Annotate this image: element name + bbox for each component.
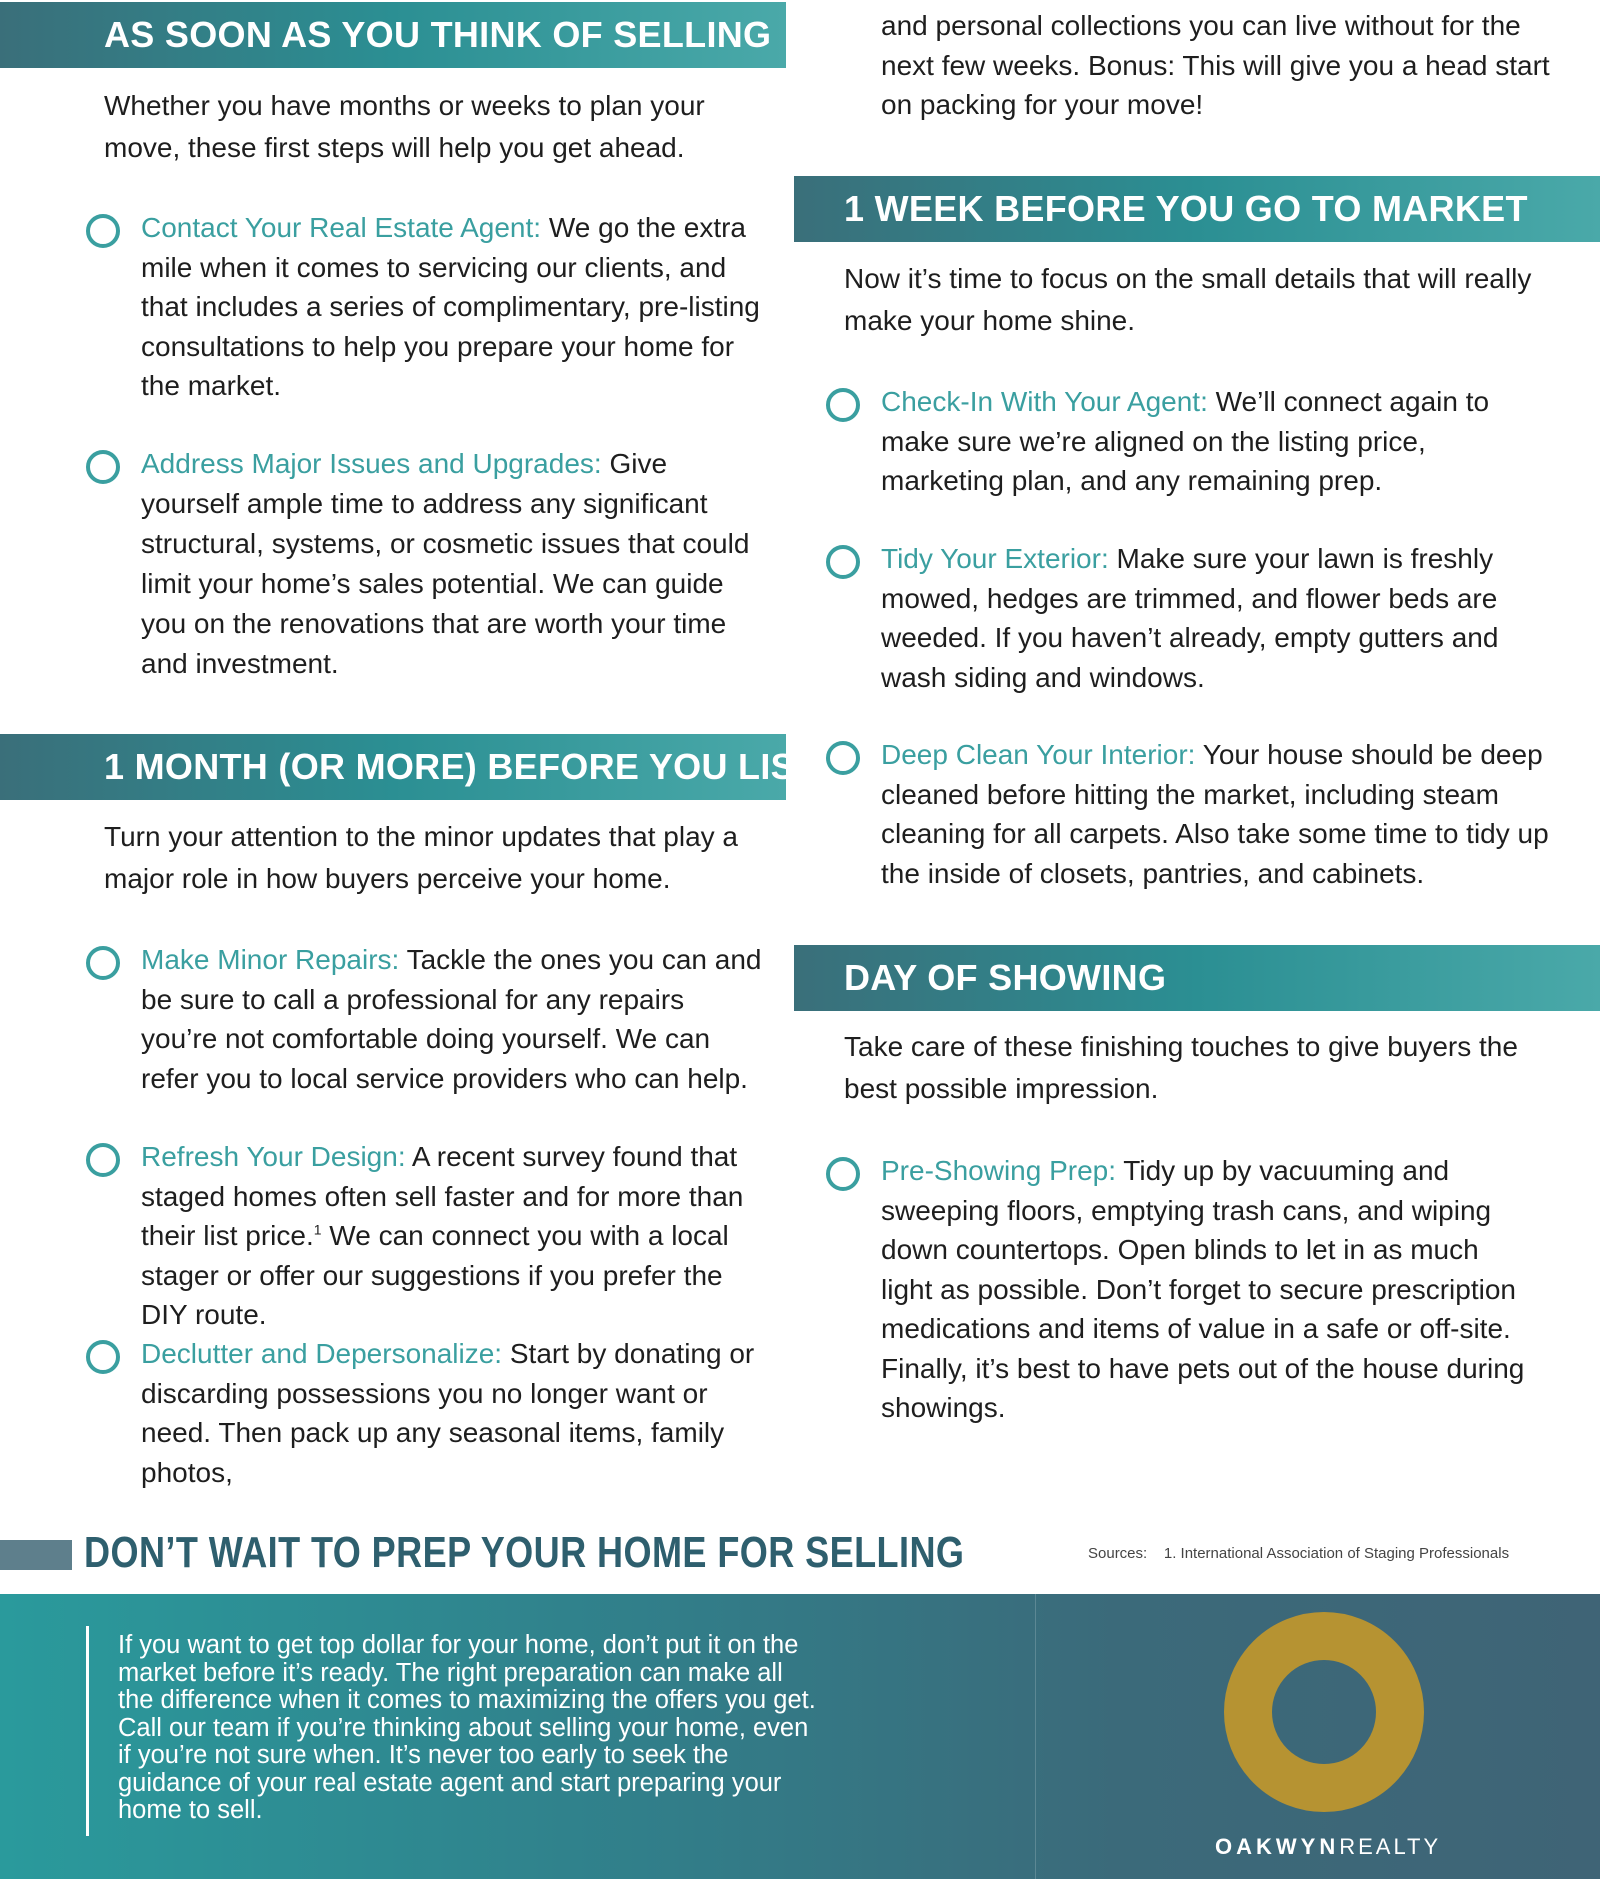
section-intro: Whether you have months or weeks to plan your move, these first steps will help you get ahead.	[104, 90, 705, 163]
section-title: 1 WEEK BEFORE YOU GO TO MARKET	[844, 188, 1528, 229]
item-text: A recent survey found that staged homes often sell faster and for more than their list price.	[141, 1141, 744, 1251]
footer-divider	[1035, 1594, 1036, 1879]
item-text: Your house should be deep cleaned before hitting the market, including steam cleaning for all carpets. Also take some time to tidy up the inside of closets, pantries, and cabinets.	[881, 739, 1549, 889]
item-heading: Deep Clean Your Interior:	[881, 739, 1196, 770]
item-heading: Make Minor Repairs:	[141, 944, 400, 975]
checklist-item	[141, 444, 766, 684]
checkbox-circle-icon[interactable]	[86, 214, 120, 248]
item-heading: Check-In With Your Agent:	[881, 386, 1208, 417]
checkbox-circle-icon[interactable]	[826, 741, 860, 775]
checkbox-circle-icon[interactable]	[826, 1157, 860, 1191]
footer-panel	[0, 1594, 1600, 1879]
section-title: DAY OF SHOWING	[844, 957, 1167, 998]
checklist-item	[141, 1137, 776, 1335]
checkbox-circle-icon[interactable]	[86, 1143, 120, 1177]
item-heading: Declutter and Depersonalize:	[141, 1338, 503, 1369]
brand-name: OAKWYN	[1215, 1834, 1340, 1859]
checklist-item	[141, 1334, 771, 1492]
checklist-item	[141, 940, 766, 1098]
item-text: Make sure your lawn is freshly mowed, hedges are trimmed, and flower beds are weeded. If you haven’t already, empty gutters and wash siding and windows.	[881, 543, 1499, 693]
checklist-item	[881, 735, 1561, 893]
section-banner-month	[0, 734, 818, 800]
item-text: Tackle the ones you can and be sure to call a professional for any repairs you’re not comfortable doing yourself. We can refer you to local service providers who can help.	[141, 944, 762, 1094]
item-text: Tidy up by vacuuming and sweeping floors, emptying trash cans, and wiping down countertops. Open blinds to let in as much light as possible. Don’t forget to secure prescription medications and items of value in a safe or off-site. Finally, it’s best to have pets out of the house during showings.	[881, 1155, 1525, 1423]
brand-wordmark	[1215, 1834, 1441, 1860]
item-text: We can connect you with a local stager or offer our suggestions if you prefer the DIY route.	[141, 1220, 729, 1330]
cta-accent-bar	[0, 1540, 72, 1570]
section-banner-showing	[794, 945, 1600, 1011]
section-intro: Now it’s time to focus on the small details that will really make your home shine.	[844, 263, 1532, 336]
section-title: AS SOON AS YOU THINK OF SELLING	[104, 14, 772, 55]
oakwyn-ring-logo-icon	[1224, 1612, 1424, 1812]
checkbox-circle-icon[interactable]	[86, 450, 120, 484]
checklist-item	[881, 539, 1511, 697]
continued-text: and personal collections you can live without for the next few weeks. Bonus: This will give you a head start on packing for your move!	[881, 10, 1550, 120]
checklist-item	[881, 1151, 1531, 1428]
item-text: Give yourself ample time to address any significant structural, systems, or cosmetic issues that could limit your home’s sales potential. We can guide you on the renovations that are worth your time and investment.	[141, 448, 750, 679]
item-text: We go the extra mile when it comes to servicing our clients, and that includes a series of complimentary, pre-listing consultations to help you prepare your home for the market.	[141, 212, 760, 401]
footer-message: If you want to get top dollar for your home, don’t put it on the market before it’s ready. The right preparation can make all the difference when it comes to maximizing the offers you get. Call our team if you’re thinking about selling your home, even if you’re not sure when. It’s never too early to seek the guidance of your real estate agent and start preparing your home to sell.	[118, 1631, 816, 1824]
section-banner-week	[794, 176, 1600, 242]
brand-suffix: REALTY	[1339, 1834, 1442, 1859]
sources-note: Sources: 1. International Association of Staging Professionals	[1088, 1545, 1510, 1562]
footnote-marker: 1	[313, 1221, 322, 1238]
quote-bar	[86, 1626, 89, 1836]
item-heading: Refresh Your Design:	[141, 1141, 406, 1172]
item-heading: Contact Your Real Estate Agent:	[141, 212, 542, 243]
checklist-item	[141, 208, 761, 406]
section-intro: Turn your attention to the minor updates that play a major role in how buyers perceive your home.	[104, 821, 739, 894]
item-heading: Address Major Issues and Upgrades:	[141, 448, 602, 479]
checkbox-circle-icon[interactable]	[86, 1340, 120, 1374]
checkbox-circle-icon[interactable]	[86, 946, 120, 980]
section-title: 1 MONTH (OR MORE) BEFORE YOU LIST	[104, 746, 818, 787]
checkbox-circle-icon[interactable]	[826, 388, 860, 422]
item-heading: Pre-Showing Prep:	[881, 1155, 1117, 1186]
section-banner-selling	[0, 2, 786, 68]
checkbox-circle-icon[interactable]	[826, 545, 860, 579]
item-text: We’ll connect again to make sure we’re aligned on the listing price, marketing plan, and any remaining prep.	[881, 386, 1490, 496]
cta-title: DON’T WAIT TO PREP YOUR HOME FOR SELLING	[84, 1528, 965, 1577]
item-heading: Tidy Your Exterior:	[881, 543, 1109, 574]
checklist-item	[881, 382, 1521, 501]
section-intro: Take care of these finishing touches to give buyers the best possible impression.	[844, 1031, 1518, 1104]
item-text: Start by donating or discarding possessions you no longer want or need. Then pack up any seasonal items, family photos,	[141, 1338, 755, 1488]
